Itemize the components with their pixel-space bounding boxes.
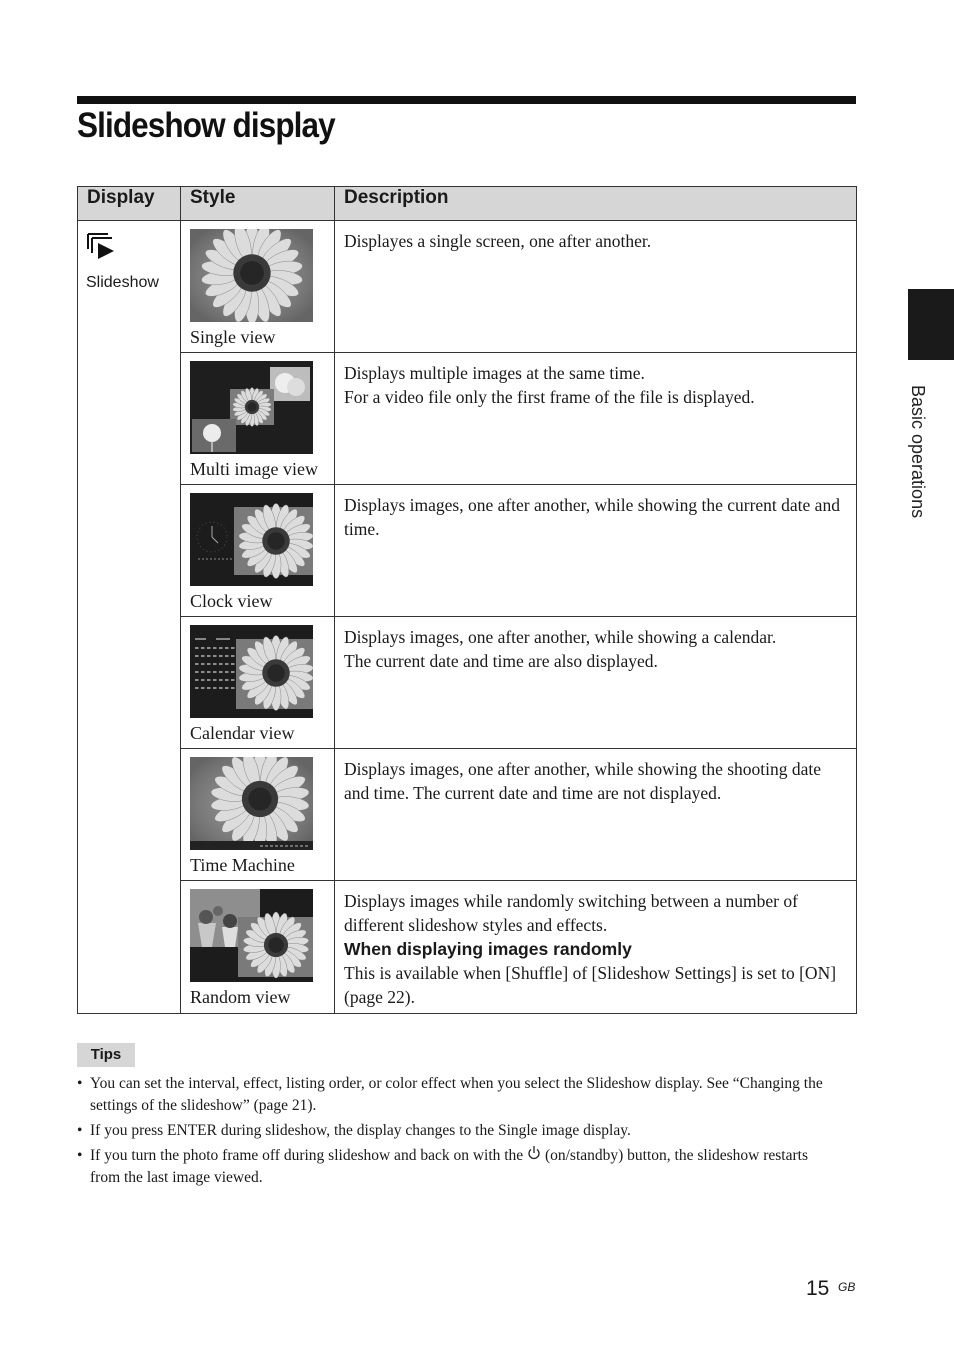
table-row xyxy=(78,221,857,353)
description-text: This is available when [Shuffle] of [Slideshow Settings] is set to [ON] (page 22). xyxy=(344,963,837,1007)
header-description: Description xyxy=(335,187,857,221)
power-icon xyxy=(527,1145,541,1161)
description-text: For a video file only the first frame of the file is displayed. xyxy=(344,387,755,407)
multi-thumbnail xyxy=(190,361,313,454)
single-thumbnail xyxy=(190,229,313,322)
style-cell xyxy=(181,221,335,353)
description-cell xyxy=(335,353,857,485)
table-row xyxy=(78,617,857,749)
description-text: Displays images, one after another, while showing the shooting date and time. The current date and time are not displayed. xyxy=(344,759,822,803)
description-text: The current date and time are also displayed. xyxy=(344,651,658,671)
description-cell xyxy=(335,749,857,881)
side-tab-marker xyxy=(908,289,954,360)
timemachine-thumbnail xyxy=(190,757,313,850)
style-label: Multi image view xyxy=(190,459,318,479)
tip-item xyxy=(77,1120,837,1142)
tip-text: If you turn the photo frame off during slideshow and back on with the xyxy=(90,1147,528,1164)
slideshow-table xyxy=(77,186,857,1014)
tips-badge: Tips xyxy=(77,1043,135,1067)
clock-thumbnail xyxy=(190,493,313,586)
description-text: Displayes a single screen, one after another. xyxy=(344,231,652,251)
tip-item xyxy=(77,1145,837,1189)
description-text: Displays images, one after another, while showing a calendar. xyxy=(344,627,777,647)
table-header-row xyxy=(78,187,857,221)
tip-text: If you press ENTER during slideshow, the display changes to the Single image display. xyxy=(90,1122,631,1139)
page-number: 15 xyxy=(806,1277,830,1300)
table-row xyxy=(78,749,857,881)
slideshow-icon xyxy=(86,231,120,261)
style-cell xyxy=(181,353,335,485)
calendar-thumbnail xyxy=(190,625,313,718)
description-heading: When displaying images randomly xyxy=(344,939,632,959)
table-row xyxy=(78,485,857,617)
description-text: Displays images while randomly switching between a number of different slideshow styles and effects. xyxy=(344,891,798,935)
side-tab-label: Basic operations xyxy=(908,385,928,519)
style-cell xyxy=(181,749,335,881)
style-label: Clock view xyxy=(190,591,273,611)
table-row xyxy=(78,881,857,1014)
style-label: Calendar view xyxy=(190,723,295,743)
description-cell xyxy=(335,485,857,617)
style-label: Time Machine xyxy=(190,855,295,875)
display-label: Slideshow xyxy=(86,274,159,291)
tip-text: (on/standby) button, the slideshow restarts from the last image viewed. xyxy=(90,1147,808,1186)
style-label: Single view xyxy=(190,327,276,347)
header-display: Display xyxy=(78,187,181,221)
style-cell xyxy=(181,881,335,1014)
tip-item xyxy=(77,1073,837,1117)
table-row xyxy=(78,353,857,485)
title-rule xyxy=(77,96,856,104)
description-text: Displays images, one after another, while showing the current date and time. xyxy=(344,495,840,539)
style-label: Random view xyxy=(190,987,291,1007)
tip-text: You can set the interval, effect, listing order, or color effect when you select the Slideshow display. See “Changing the settings of the slideshow” (page 21). xyxy=(90,1075,823,1114)
style-cell xyxy=(181,617,335,749)
description-cell xyxy=(335,221,857,353)
display-cell xyxy=(78,221,181,1014)
header-style: Style xyxy=(181,187,335,221)
tips-list xyxy=(77,1073,837,1192)
page-suffix: GB xyxy=(838,1280,856,1294)
page-title: Slideshow display xyxy=(77,106,335,145)
style-cell xyxy=(181,485,335,617)
description-cell xyxy=(335,881,857,1014)
description-cell xyxy=(335,617,857,749)
description-text: Displays multiple images at the same time. xyxy=(344,363,645,383)
random-thumbnail xyxy=(190,889,313,982)
